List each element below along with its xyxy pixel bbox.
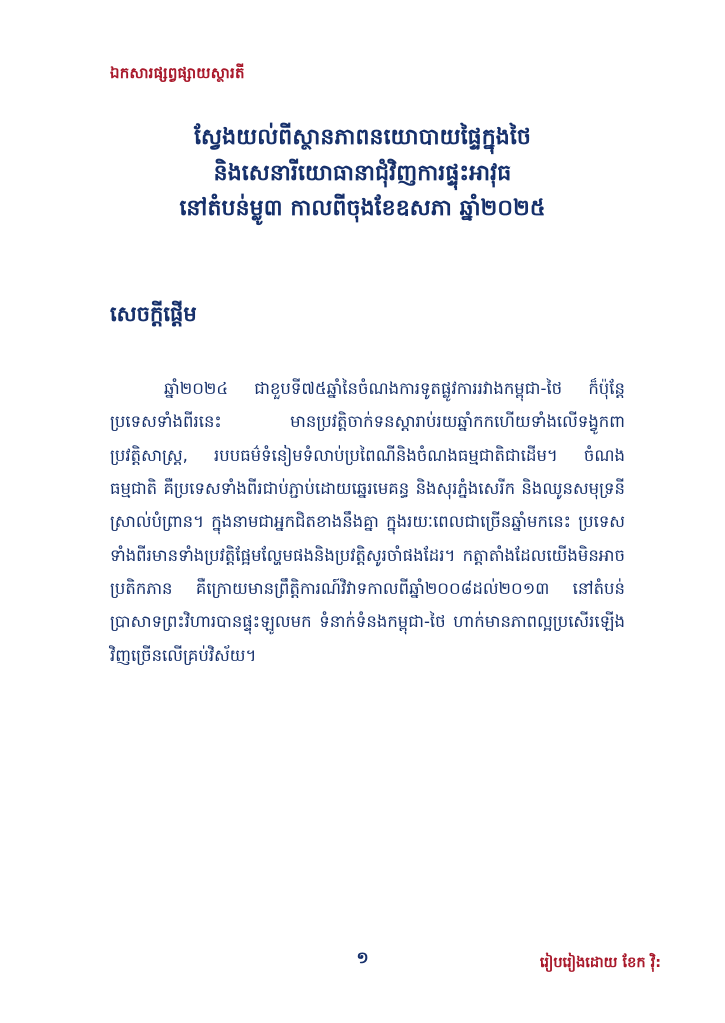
- document-label: ឯកសារផ្សព្វផ្សាយស្ថារតី: [110, 64, 245, 82]
- body-paragraph: [110, 372, 625, 672]
- title-line-2: និងសេនារីយោធានាជុំវិញការផ្ទុះអាវុធ: [213, 160, 512, 186]
- footer-credit: រៀបរៀងដោយ ខែក វ៉ិ:: [539, 955, 661, 971]
- page-number: ១: [356, 948, 369, 967]
- paragraph-text: ឆ្នាំ២០២៤ ជាខួបទី៧៥ឆ្នាំនៃចំណងការទូតផ្លូវការរវាងកម្ពុជា-ថៃ ក៏ប៉ុន្តែប្រទេសទាំងពីរនេះ មានប្រវត្តិចាក់ទនស្តារាប់រយឆ្នាំកកហើយទាំងលើទង្វូកពាប្រវត្តិសាស្ត្រ, របបធម៌ទំនៀមទំលាប់ប្រពៃណីនិងចំណងធម្មជាតិជាដើម។ ចំណងធម្មជាតិ គឺប្រទេសទាំងពីរជាប់ភ្ជាប់ដោយឆ្នេរមេគន្ធ និងសុរភ្នំងសេរីក និងឈូនសមុទ្រនីស្រាល់បំព្រាន។ ក្នុងនាមជាអ្នកជិតខាងនឹងគ្នា ក្នុងរយៈពេលជាច្រើនឆ្នាំមកនេះ ប្រទេសទាំងពីរមានទាំងប្រវត្តិផ្អែមល្ហែមផងនិងប្រវត្តិសូរចាំផងដែរ។ កត្តាតាំងដែលយើងមិនអាចប្រតិកភាន គឺក្រោយមានព្រឹត្តិការណ៍វិវាទកាលពីឆ្នាំ២០០៨ដល់២០១៣ នៅតំបន់ប្រាសាទព្រះវិហារបានផ្ទុះឡូលមក ទំនាក់ទំនងកម្ពុជា-ថៃ ហាក់មានភាពល្អប្រសើរឡើងវិញច្រើនលើគ្រប់វិស័យ។: [110, 378, 625, 665]
- title-line-1: ស្វែងយល់ពីស្ថានភាពនយោបាយផ្ទៃក្នុងថៃ: [194, 125, 531, 150]
- title-line-3: នៅតំបន់ម្លូ៣ កាលពីចុងខែឧសភា ឆ្នាំ២០២៥: [179, 196, 546, 222]
- section-heading: សេចក្ដីផ្ដើម: [110, 301, 197, 326]
- document-title: [64, 120, 661, 227]
